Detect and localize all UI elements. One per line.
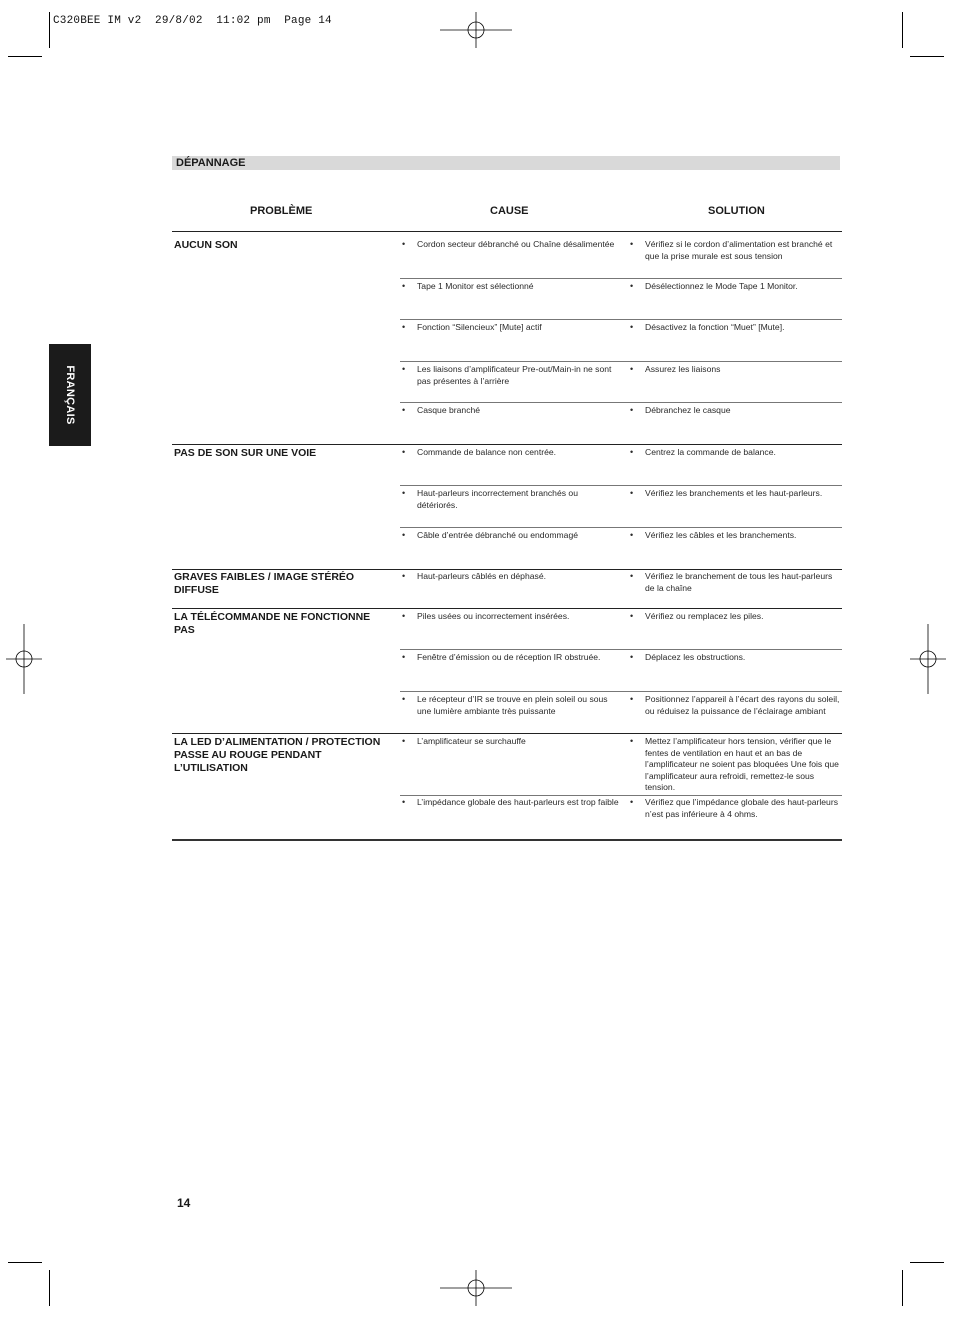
solution-text: Débranchez le casque bbox=[645, 405, 731, 415]
solution-text: Positionnez l’appareil à l’écart des rayons du soleil, ou réduisez la puissance de l’éclairage ambiant bbox=[645, 694, 840, 716]
bullet-icon: • bbox=[402, 405, 406, 415]
bullet-icon: • bbox=[630, 322, 634, 332]
bullet-icon: • bbox=[402, 736, 406, 746]
bullet-icon: • bbox=[630, 652, 634, 662]
group-divider bbox=[172, 444, 842, 445]
cause-text: Haut-parleurs câblés en déphasé. bbox=[417, 571, 546, 581]
cause-text: Casque branché bbox=[417, 405, 481, 415]
bullet-icon: • bbox=[402, 652, 406, 662]
table-bottom-rule bbox=[172, 839, 842, 841]
cause-text: Le récepteur d’IR se trouve en plein soleil ou sous une lumière ambiante très puissante bbox=[417, 694, 608, 716]
registration-mark-right bbox=[910, 624, 946, 694]
bullet-icon: • bbox=[630, 797, 634, 807]
problem-led-red: LA LED D’ALIMENTATION / PROTECTION PASSE AU ROUGE PENDANT L’UTILISATION bbox=[174, 736, 381, 774]
row-divider bbox=[400, 527, 842, 528]
problem-weak-bass: GRAVES FAIBLES / IMAGE STÉRÉO DIFFUSE bbox=[174, 571, 355, 596]
row-divider bbox=[400, 795, 842, 796]
bullet-icon: • bbox=[402, 530, 406, 540]
solution-text: Désactivez la fonction “Muet” [Mute]. bbox=[645, 322, 785, 332]
bullet-icon: • bbox=[402, 281, 406, 291]
row-divider bbox=[400, 319, 842, 320]
bullet-icon: • bbox=[402, 488, 406, 498]
bullet-icon: • bbox=[630, 694, 634, 704]
bullet-icon: • bbox=[402, 611, 406, 621]
solution-text: Déplacez les obstructions. bbox=[645, 652, 746, 662]
bullet-icon: • bbox=[402, 694, 406, 704]
print-slug: C320BEE IM v2 29/8/02 11:02 pm Page 14 bbox=[53, 15, 332, 27]
column-header-problem: PROBLÈME bbox=[250, 205, 313, 217]
group-divider bbox=[172, 733, 842, 734]
cause-text: Tape 1 Monitor est sélectionné bbox=[417, 281, 534, 291]
cause-text: Haut-parleurs incorrectement branchés ou détériorés. bbox=[417, 488, 578, 510]
bullet-icon: • bbox=[630, 364, 634, 374]
cause-text: Câble d’entrée débranché ou endommagé bbox=[417, 530, 579, 540]
bullet-icon: • bbox=[402, 239, 406, 249]
solution-text: Vérifiez si le cordon d’alimentation est branché et que la prise murale est sous tension bbox=[645, 239, 833, 261]
bullet-icon: • bbox=[630, 405, 634, 415]
row-divider bbox=[400, 485, 842, 486]
solution-text: Vérifiez les branchements et les haut-parleurs. bbox=[645, 488, 823, 498]
solution-text: Vérifiez le branchement de tous les haut-parleurs de la chaîne bbox=[645, 571, 833, 593]
column-header-solution: SOLUTION bbox=[708, 205, 765, 217]
solution-text: Mettez l’amplificateur hors tension, vérifier que le fentes de ventilation en haut et an bas de l’amplificateur ne soient pas bloquées Une fois que l’amplificateur aura refroidi, remettez-le sous tension. bbox=[645, 736, 839, 793]
bullet-icon: • bbox=[630, 488, 634, 498]
page-number: 14 bbox=[177, 1196, 191, 1210]
bullet-icon: • bbox=[630, 611, 634, 621]
bullet-icon: • bbox=[402, 797, 406, 807]
bullet-icon: • bbox=[630, 571, 634, 581]
row-divider bbox=[400, 649, 842, 650]
bullet-icon: • bbox=[402, 447, 406, 457]
row-divider bbox=[400, 278, 842, 279]
solution-text: Vérifiez que l’impédance globale des haut-parleurs n’est pas inférieure à 4 ohms. bbox=[645, 797, 838, 819]
problem-no-sound: AUCUN SON bbox=[174, 239, 238, 251]
language-label: FRANÇAIS bbox=[64, 365, 76, 425]
solution-text: Vérifiez les câbles et les branchements. bbox=[645, 530, 797, 540]
cause-text: L’impédance globale des haut-parleurs est trop faible bbox=[417, 797, 619, 807]
registration-mark-bottom bbox=[440, 1270, 512, 1306]
row-divider bbox=[400, 691, 842, 692]
bullet-icon: • bbox=[630, 281, 634, 291]
registration-mark-top bbox=[440, 12, 512, 48]
solution-text: Centrez la commande de balance. bbox=[645, 447, 776, 457]
cause-text: L’amplificateur se surchauffe bbox=[417, 736, 526, 746]
section-bar bbox=[172, 156, 840, 170]
problem-no-sound-one-channel: PAS DE SON SUR UNE VOIE bbox=[174, 447, 317, 459]
bullet-icon: • bbox=[630, 736, 634, 746]
row-divider bbox=[400, 402, 842, 403]
cause-text: Fonction “Silencieux” [Mute] actif bbox=[417, 322, 542, 332]
group-divider bbox=[172, 608, 842, 609]
cause-text: Les liaisons d’amplificateur Pre-out/Main-in ne sont pas présentes à l’arrière bbox=[417, 364, 612, 386]
row-divider bbox=[400, 361, 842, 362]
cause-text: Commande de balance non centrée. bbox=[417, 447, 557, 457]
registration-mark-left bbox=[6, 624, 42, 694]
cause-text: Piles usées ou incorrectement insérées. bbox=[417, 611, 570, 621]
column-header-cause: CAUSE bbox=[490, 205, 529, 217]
table-header-rule bbox=[172, 231, 842, 232]
bullet-icon: • bbox=[630, 447, 634, 457]
bullet-icon: • bbox=[630, 530, 634, 540]
bullet-icon: • bbox=[402, 364, 406, 374]
solution-text: Assurez les liaisons bbox=[645, 364, 721, 374]
cause-text: Fenêtre d’émission ou de réception IR obstruée. bbox=[417, 652, 601, 662]
cause-text: Cordon secteur débranché ou Chaîne désalimentée bbox=[417, 239, 615, 249]
section-title: DÉPANNAGE bbox=[176, 157, 246, 169]
bullet-icon: • bbox=[630, 239, 634, 249]
problem-remote-not-working: LA TÉLÉCOMMANDE NE FONCTIONNE PAS bbox=[174, 611, 371, 636]
group-divider bbox=[172, 569, 842, 570]
language-side-tab bbox=[49, 344, 91, 446]
solution-text: Vérifiez ou remplacez les piles. bbox=[645, 611, 764, 621]
solution-text: Désélectionnez le Mode Tape 1 Monitor. bbox=[645, 281, 798, 291]
bullet-icon: • bbox=[402, 571, 406, 581]
bullet-icon: • bbox=[402, 322, 406, 332]
